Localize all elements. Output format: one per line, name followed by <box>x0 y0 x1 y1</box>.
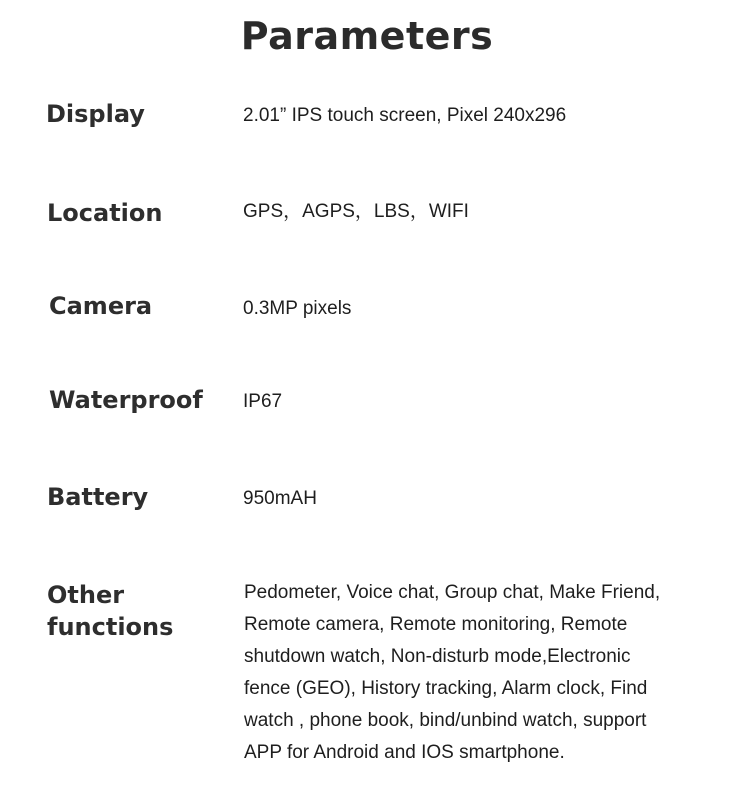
battery-label: Battery <box>47 483 149 511</box>
waterproof-label: Waterproof <box>49 386 203 414</box>
display-value: 2.01” IPS touch screen, Pixel 240x296 <box>243 105 567 126</box>
location-value: GPS，AGPS，LBS，WIFI <box>243 201 469 222</box>
other-functions-line: shutdown watch, Non-disturb mode,Electronic <box>244 646 631 667</box>
other-functions-line: APP for Android and IOS smartphone. <box>244 742 565 763</box>
battery-value: 950mAH <box>243 488 317 509</box>
other-functions-label <box>47 579 173 643</box>
other-functions-value <box>244 577 704 769</box>
waterproof-value: IP67 <box>243 391 283 412</box>
display-label: Display <box>46 100 145 128</box>
other-functions-label-line: functions <box>47 613 174 641</box>
other-functions-line: watch , phone book, bind/unbind watch, support <box>244 710 647 731</box>
camera-label: Camera <box>49 292 153 320</box>
page-title: Parameters <box>240 14 494 58</box>
other-functions-line: Remote camera, Remote monitoring, Remote <box>244 614 628 635</box>
other-functions-line: Pedometer, Voice chat, Group chat, Make Friend, <box>244 582 661 603</box>
other-functions-label-line: Other <box>47 581 125 609</box>
other-functions-line: fence (GEO), History tracking, Alarm clock, Find <box>244 678 648 699</box>
location-label: Location <box>47 199 163 227</box>
camera-value: 0.3MP pixels <box>243 298 352 319</box>
